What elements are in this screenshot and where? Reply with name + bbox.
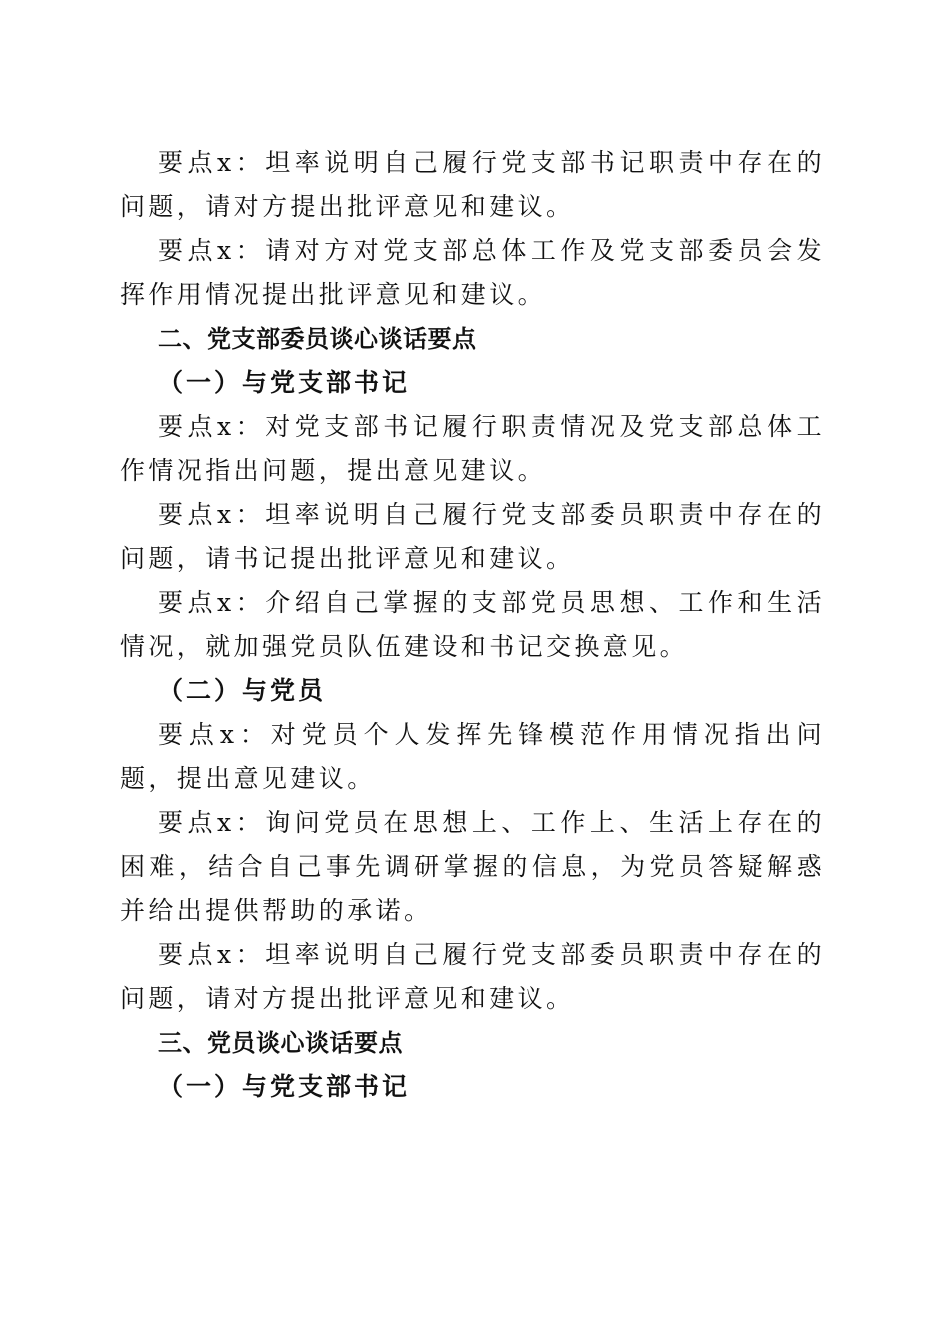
section-heading-committee-members: 二、党支部委员谈心谈话要点 <box>158 325 477 353</box>
subsection-heading-with-secretary-2: （一）与党支部书记 <box>158 1072 411 1101</box>
paragraph-secretary-duties-issues: 要点x：对党支部书记履行职责情况及党支部总体工作情况指出问题，提出意见建议。 <box>120 412 825 485</box>
subsection-heading-with-secretary: （一）与党支部书记 <box>158 368 411 397</box>
paragraph-self-criticism-secretary: 要点x：坦率说明自己履行党支部书记职责中存在的问题，请对方提出批评意见和建议。 <box>120 148 825 221</box>
paragraph-member-difficulties: 要点x：询问党员在思想上、工作上、生活上存在的困难，结合自己事先调研掌握的信息，为党员答疑解惑并给出提供帮助的承诺。 <box>120 808 825 925</box>
section-heading-party-members: 三、党员谈心谈话要点 <box>158 1029 403 1057</box>
paragraph-vanguard-role: 要点x：对党员个人发挥先锋模范作用情况指出问题，提出意见建议。 <box>120 720 825 793</box>
paragraph-branch-work-criticism: 要点x：请对方对党支部总体工作及党支部委员会发挥作用情况提出批评意见和建议。 <box>120 236 825 309</box>
paragraph-member-situation: 要点x：介绍自己掌握的支部党员思想、工作和生活情况，就加强党员队伍建设和书记交换意见。 <box>120 588 825 661</box>
subsection-heading-with-members: （二）与党员 <box>158 676 327 705</box>
paragraph-self-criticism-member: 要点x：坦率说明自己履行党支部委员职责中存在的问题，请书记提出批评意见和建议。 <box>120 500 825 573</box>
paragraph-self-criticism-member-2: 要点x：坦率说明自己履行党支部委员职责中存在的问题，请对方提出批评意见和建议。 <box>120 940 825 1013</box>
document-body <box>120 141 825 1109</box>
